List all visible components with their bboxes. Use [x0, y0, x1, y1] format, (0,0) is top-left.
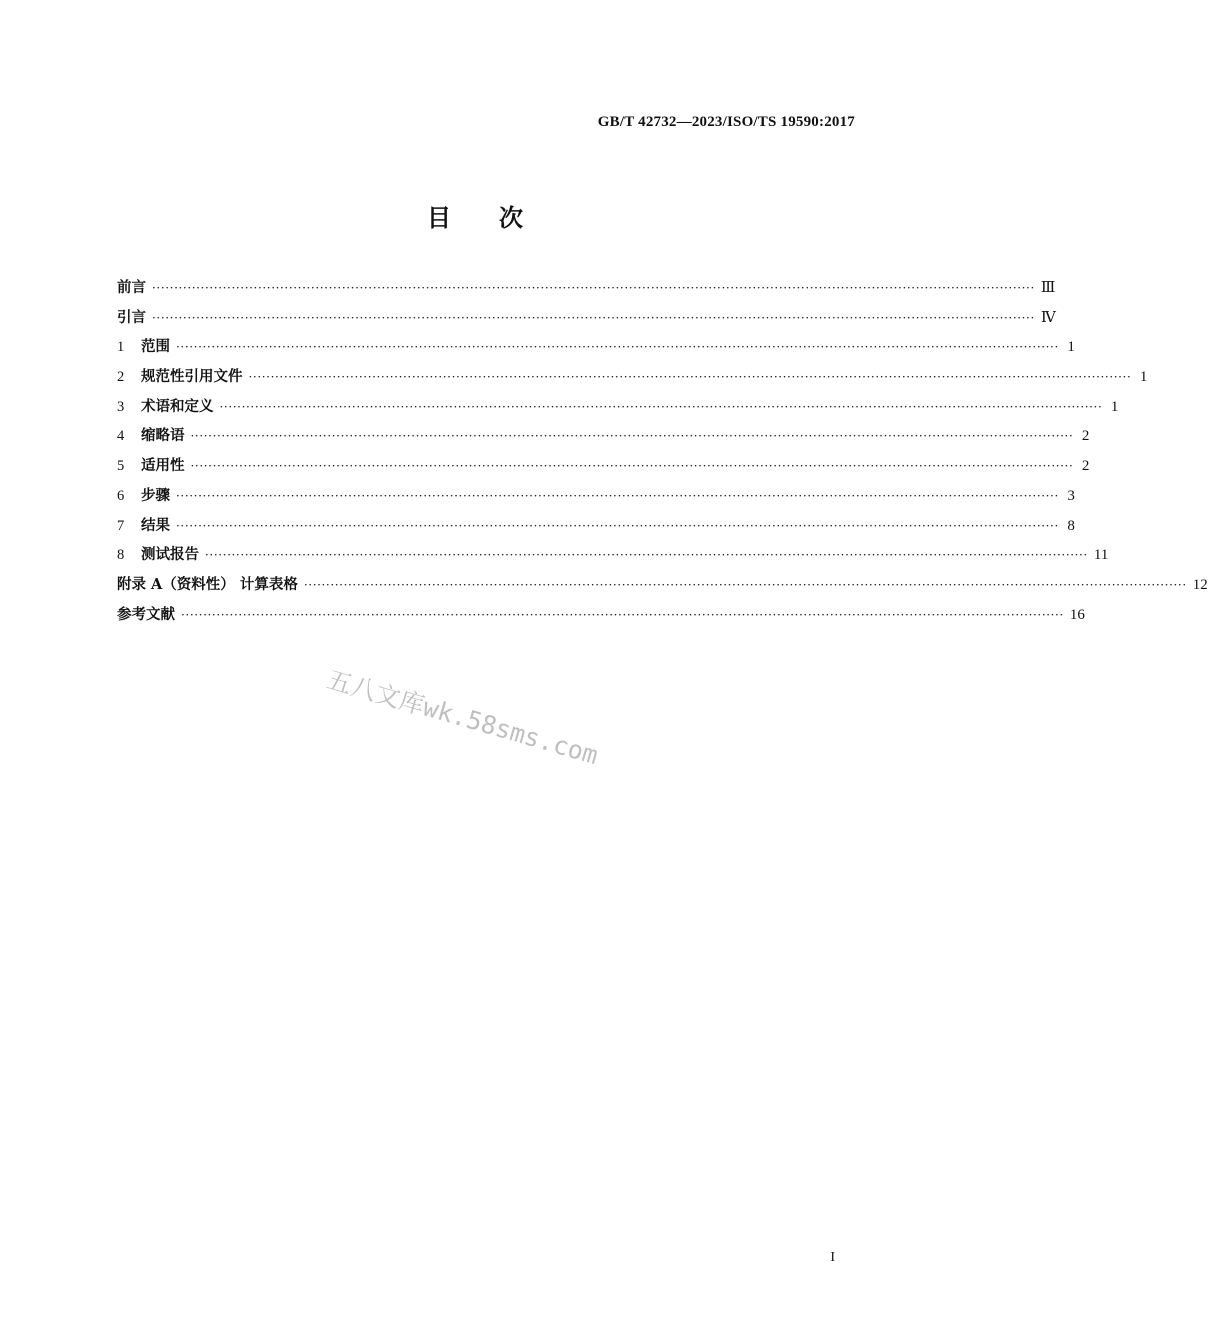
toc-leader-dots: ········································································································································································································ — [152, 310, 1035, 325]
toc-entry-page: 1 — [1110, 398, 1119, 415]
toc-leader-dots: ········································································································································································································ — [190, 459, 1074, 474]
toc-entry-number: 5 — [117, 458, 125, 475]
toc-entry-number: 3 — [117, 398, 125, 415]
page-title — [0, 198, 950, 233]
toc-entry-label: 测试报告 — [141, 546, 199, 564]
toc-leader-dots: ········································································································································································································ — [181, 607, 1064, 622]
toc-entry-terms-definitions[interactable] — [117, 395, 1119, 425]
toc-entry-label: 结果 — [141, 516, 170, 534]
toc-entry-page: Ⅲ — [1040, 280, 1056, 296]
toc-entry-test-report[interactable] — [117, 543, 1109, 573]
toc-entry-page: 11 — [1093, 547, 1109, 564]
toc-entry-label: 术语和定义 — [141, 397, 214, 415]
toc-leader-dots: ········································································································································································································ — [176, 488, 1059, 503]
toc-leader-dots: ········································································································································································································ — [219, 399, 1103, 414]
toc-entry-number: 8 — [117, 547, 125, 564]
toc-entry-normative-references[interactable] — [117, 365, 1148, 395]
toc-entry-scope[interactable] — [117, 335, 1075, 365]
title-char-1: 目 — [427, 204, 451, 232]
toc-entry-label: 前言 — [117, 279, 146, 296]
toc-entry-foreword[interactable] — [117, 276, 1056, 306]
toc-entry-label: 规范性引用文件 — [141, 368, 243, 386]
toc-leader-dots: ········································································································································································································ — [190, 429, 1074, 444]
toc-entry-page: 12 — [1192, 576, 1208, 593]
toc-entry-number: 6 — [117, 487, 125, 504]
toc-entry-results[interactable] — [117, 514, 1075, 544]
toc-entry-page: 2 — [1081, 458, 1090, 475]
toc-entry-number: 4 — [117, 428, 125, 445]
toc-entry-bibliography[interactable] — [117, 603, 1085, 633]
toc-leader-dots: ········································································································································································································ — [248, 370, 1132, 385]
toc-leader-dots: ········································································································································································································ — [152, 281, 1035, 295]
toc-entry-page: 8 — [1067, 517, 1075, 534]
toc-entry-abbreviations[interactable] — [117, 424, 1090, 454]
toc-leader-dots: ········································································································································································································ — [176, 518, 1059, 533]
table-of-contents — [117, 276, 1208, 632]
toc-entry-applicability[interactable] — [117, 454, 1090, 484]
title-char-2: 次 — [499, 204, 523, 232]
toc-entry-label: 步骤 — [141, 486, 170, 504]
toc-entry-label: 缩略语 — [141, 427, 185, 445]
toc-leader-dots: ········································································································································································································ — [303, 577, 1187, 592]
toc-entry-label: 引言 — [117, 308, 146, 326]
toc-entry-page: 3 — [1067, 487, 1075, 504]
toc-entry-page: 1 — [1139, 369, 1148, 386]
toc-entry-page: 1 — [1067, 339, 1075, 356]
toc-leader-dots: ········································································································································································································ — [205, 548, 1088, 563]
toc-entry-introduction[interactable] — [117, 306, 1056, 336]
page-number: I — [830, 1250, 835, 1265]
toc-entry-number: 1 — [117, 339, 125, 356]
toc-entry-page: 2 — [1081, 428, 1090, 445]
toc-entry-page: 16 — [1069, 606, 1085, 623]
toc-entry-label: 范围 — [141, 338, 170, 356]
toc-entry-annex-a[interactable] — [117, 573, 1208, 603]
toc-entry-number: 7 — [117, 517, 125, 534]
toc-entry-page: Ⅳ — [1040, 309, 1056, 326]
standard-number: GB/T 42732—2023/ISO/TS 19590:2017 — [597, 114, 855, 130]
watermark: 五八文库wk.58sms.com — [323, 664, 602, 771]
toc-entry-procedure[interactable] — [117, 484, 1075, 514]
toc-leader-dots: ········································································································································································································ — [176, 340, 1059, 355]
toc-entry-label: 适用性 — [141, 457, 185, 475]
toc-entry-number: 2 — [117, 369, 125, 386]
toc-entry-label: 参考文献 — [117, 605, 175, 623]
toc-entry-label: 附录 A（资料性） 计算表格 — [117, 575, 298, 593]
